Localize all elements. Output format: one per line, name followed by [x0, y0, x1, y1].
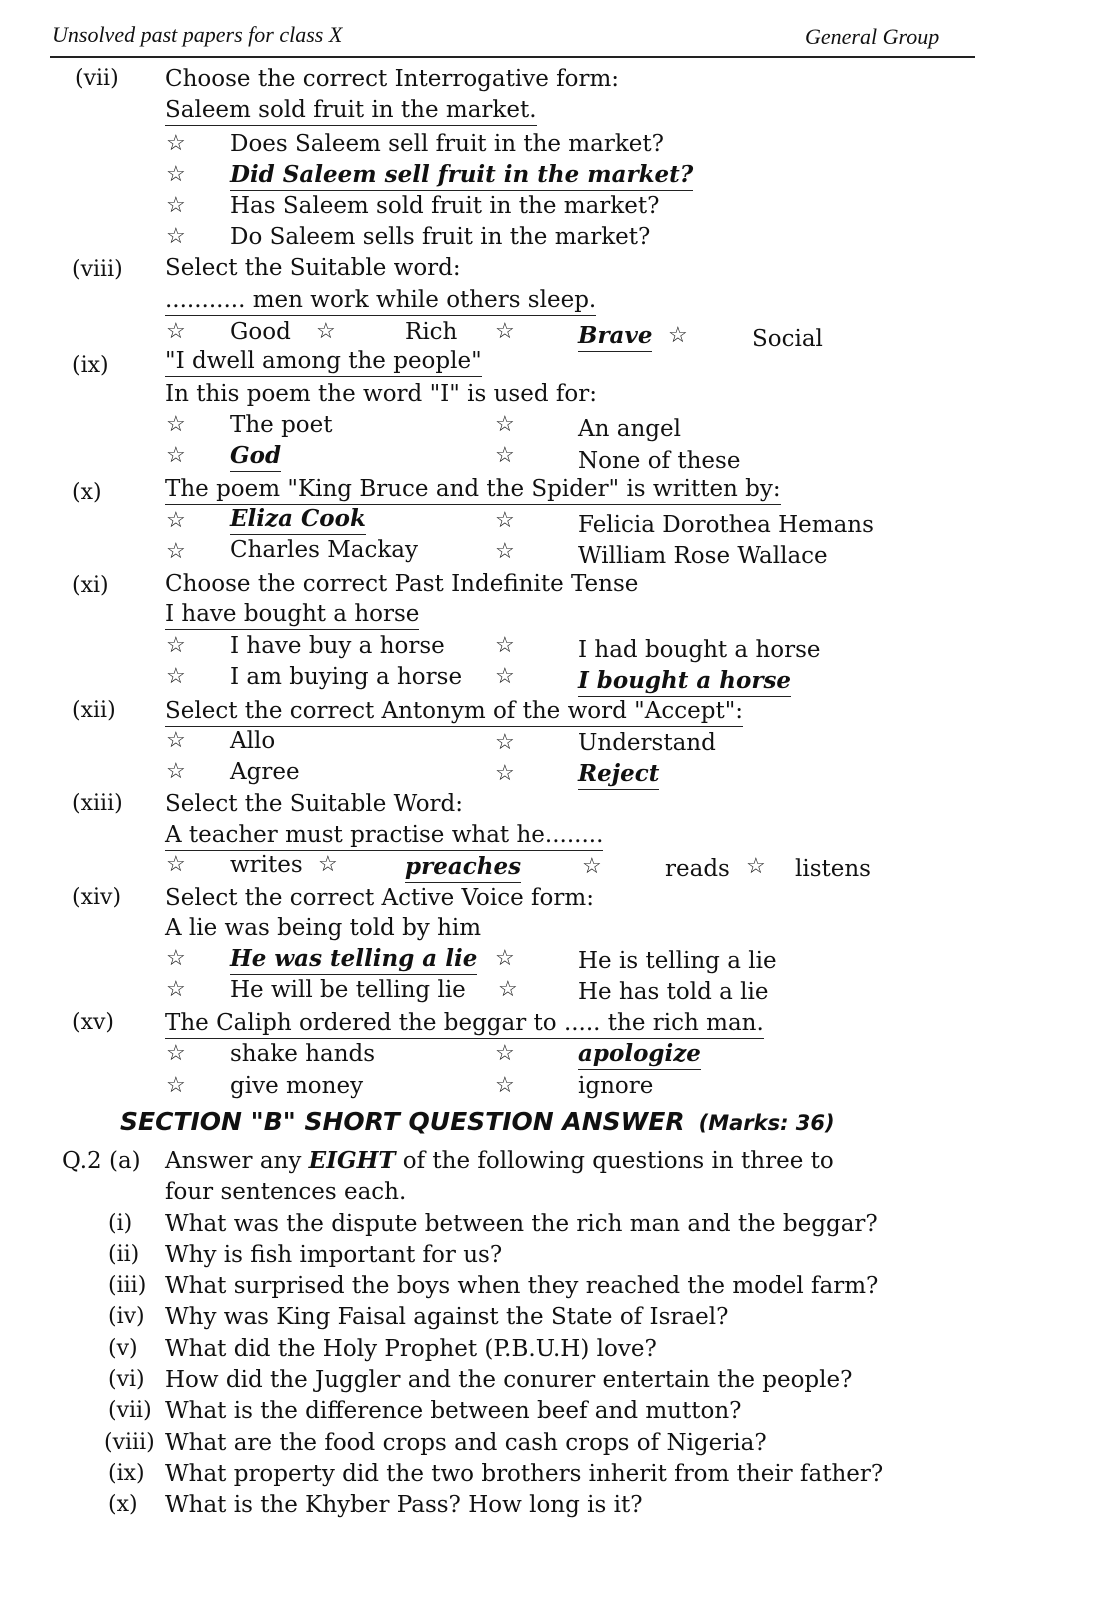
question-stem: Select the correct Active Voice form: [165, 885, 594, 911]
option: None of these [578, 448, 741, 474]
star-icon: ☆ [495, 443, 515, 468]
question-stem: The Caliph ordered the beggar to ..... the rich man. [165, 1009, 764, 1039]
star-icon: ☆ [495, 664, 515, 689]
short-question: What surprised the boys when they reached the model farm? [165, 1273, 879, 1299]
short-question-number: (iv) [108, 1304, 145, 1329]
option: Social [752, 326, 823, 352]
short-question: What property did the two brothers inherit from their father? [165, 1461, 884, 1487]
star-icon: ☆ [668, 323, 688, 348]
instruction-pre: Answer any [165, 1148, 302, 1174]
short-question-number: (iii) [108, 1273, 147, 1298]
star-icon: ☆ [495, 412, 515, 437]
option: Has Saleem sold fruit in the market? [230, 193, 660, 219]
question-sub: A lie was being told by him [165, 915, 482, 941]
question-number: (viii) [72, 257, 123, 282]
star-icon: ☆ [495, 319, 515, 344]
star-icon: ☆ [495, 539, 515, 564]
running-header-title: Unsolved past papers for class X [52, 22, 343, 47]
q2-instruction-line2: four sentences each. [165, 1179, 407, 1205]
question-number: (xv) [72, 1010, 115, 1035]
question-number: (xiii) [72, 791, 123, 816]
question-stem: Choose the correct Interrogative form: [165, 66, 620, 92]
question-sub: ........... men work while others sleep. [165, 286, 596, 316]
short-question-number: (v) [108, 1336, 138, 1361]
question-number: (xi) [72, 573, 109, 598]
q2-number: Q.2 (a) [62, 1148, 141, 1174]
question-number: (ix) [72, 353, 109, 378]
option: Allo [230, 728, 276, 754]
option: shake hands [230, 1041, 376, 1067]
option: I had bought a horse [578, 637, 821, 663]
option: I have buy a horse [230, 633, 445, 659]
star-icon: ☆ [495, 730, 515, 755]
star-icon: ☆ [495, 508, 515, 533]
option: Do Saleem sells fruit in the market? [230, 224, 651, 250]
option: Agree [230, 759, 300, 785]
star-icon: ☆ [166, 977, 186, 1002]
option: Does Saleem sell fruit in the market? [230, 131, 664, 157]
star-icon: ☆ [316, 319, 336, 344]
star-icon: ☆ [166, 131, 186, 156]
short-question-number: (i) [108, 1211, 133, 1236]
star-icon: ☆ [498, 977, 518, 1002]
question-sub: Saleem sold fruit in the market. [165, 96, 537, 126]
instruction-post: of the following questions in three to [402, 1148, 834, 1174]
short-question: What are the food crops and cash crops of Nigeria? [165, 1430, 767, 1456]
short-question: What did the Holy Prophet (P.B.U.H) love? [165, 1336, 657, 1362]
question-stem: "I dwell among the people" [165, 347, 482, 377]
star-icon: ☆ [166, 508, 186, 533]
star-icon: ☆ [746, 854, 766, 879]
option-answer: Brave [578, 322, 652, 352]
short-question-number: (vii) [108, 1398, 152, 1423]
star-icon: ☆ [166, 162, 186, 187]
star-icon: ☆ [166, 539, 186, 564]
option-answer: Eliza Cook [230, 505, 366, 535]
short-question: How did the Juggler and the conurer entertain the people? [165, 1367, 853, 1393]
option: writes [230, 852, 303, 878]
star-icon: ☆ [318, 852, 338, 877]
star-icon: ☆ [495, 761, 515, 786]
short-question-number: (viii) [104, 1430, 155, 1455]
question-stem: The poem "King Bruce and the Spider" is written by: [165, 475, 781, 505]
question-sub: A teacher must practise what he........ [165, 821, 603, 851]
option: He has told a lie [578, 979, 769, 1005]
star-icon: ☆ [166, 728, 186, 753]
short-question: Why was King Faisal against the State of Israel? [165, 1304, 729, 1330]
short-question-number: (ii) [108, 1242, 140, 1267]
question-stem: Select the correct Antonym of the word "Accept": [165, 697, 743, 727]
option: reads [665, 856, 730, 882]
option-answer: Did Saleem sell fruit in the market? [230, 161, 693, 191]
question-stem: Select the Suitable Word: [165, 791, 464, 817]
star-icon: ☆ [166, 852, 186, 877]
question-number: (xiv) [72, 885, 122, 910]
short-question: Why is fish important for us? [165, 1242, 503, 1268]
instruction-emphasis: EIGHT [308, 1147, 396, 1174]
option: Understand [578, 730, 716, 756]
star-icon: ☆ [166, 759, 186, 784]
option: listens [795, 856, 871, 882]
star-icon: ☆ [166, 412, 186, 437]
star-icon: ☆ [166, 443, 186, 468]
star-icon: ☆ [166, 633, 186, 658]
star-icon: ☆ [166, 1041, 186, 1066]
star-icon: ☆ [495, 633, 515, 658]
running-header-group: General Group [805, 24, 940, 49]
star-icon: ☆ [495, 946, 515, 971]
option-answer: I bought a horse [578, 667, 791, 697]
option: The poet [230, 412, 333, 438]
header-rule [50, 56, 975, 58]
star-icon: ☆ [495, 1041, 515, 1066]
short-question-number: (ix) [108, 1461, 145, 1486]
option: Felicia Dorothea Hemans [578, 512, 874, 538]
short-question-number: (vi) [108, 1367, 145, 1392]
option-answer: preaches [405, 853, 521, 883]
option: William Rose Wallace [578, 543, 828, 569]
star-icon: ☆ [495, 1073, 515, 1098]
star-icon: ☆ [166, 946, 186, 971]
section-title: SECTION "B" SHORT QUESTION ANSWER [120, 1107, 685, 1136]
star-icon: ☆ [582, 854, 602, 879]
question-stem: Select the Suitable word: [165, 255, 461, 281]
star-icon: ☆ [166, 1073, 186, 1098]
option: He will be telling lie [230, 977, 466, 1003]
option: Good [230, 319, 291, 345]
section-heading [120, 1107, 835, 1136]
question-stem: Choose the correct Past Indefinite Tense [165, 571, 639, 597]
question-sub: In this poem the word "I" is used for: [165, 381, 597, 407]
option: An angel [578, 416, 681, 442]
option-answer: God [230, 442, 281, 472]
option: He is telling a lie [578, 948, 777, 974]
option: Charles Mackay [230, 537, 418, 563]
section-marks: (Marks: 36) [698, 1111, 835, 1135]
star-icon: ☆ [166, 224, 186, 249]
star-icon: ☆ [166, 319, 186, 344]
star-icon: ☆ [166, 664, 186, 689]
short-question: What is the Khyber Pass? How long is it? [165, 1492, 643, 1518]
short-question-number: (x) [108, 1492, 138, 1517]
question-number: (vii) [75, 66, 119, 91]
question-sub: I have bought a horse [165, 600, 419, 630]
short-question: What was the dispute between the rich man and the beggar? [165, 1211, 878, 1237]
option-answer: Reject [578, 760, 659, 790]
option-answer: apologize [578, 1040, 701, 1070]
star-icon: ☆ [166, 193, 186, 218]
question-number: (xii) [72, 698, 116, 723]
option: ignore [578, 1073, 654, 1099]
short-question: What is the difference between beef and mutton? [165, 1398, 742, 1424]
option: I am buying a horse [230, 664, 463, 690]
option: give money [230, 1073, 364, 1099]
option: Rich [405, 319, 458, 345]
question-number: (x) [72, 480, 102, 505]
option-answer: He was telling a lie [230, 945, 477, 975]
q2-instruction [165, 1147, 834, 1175]
